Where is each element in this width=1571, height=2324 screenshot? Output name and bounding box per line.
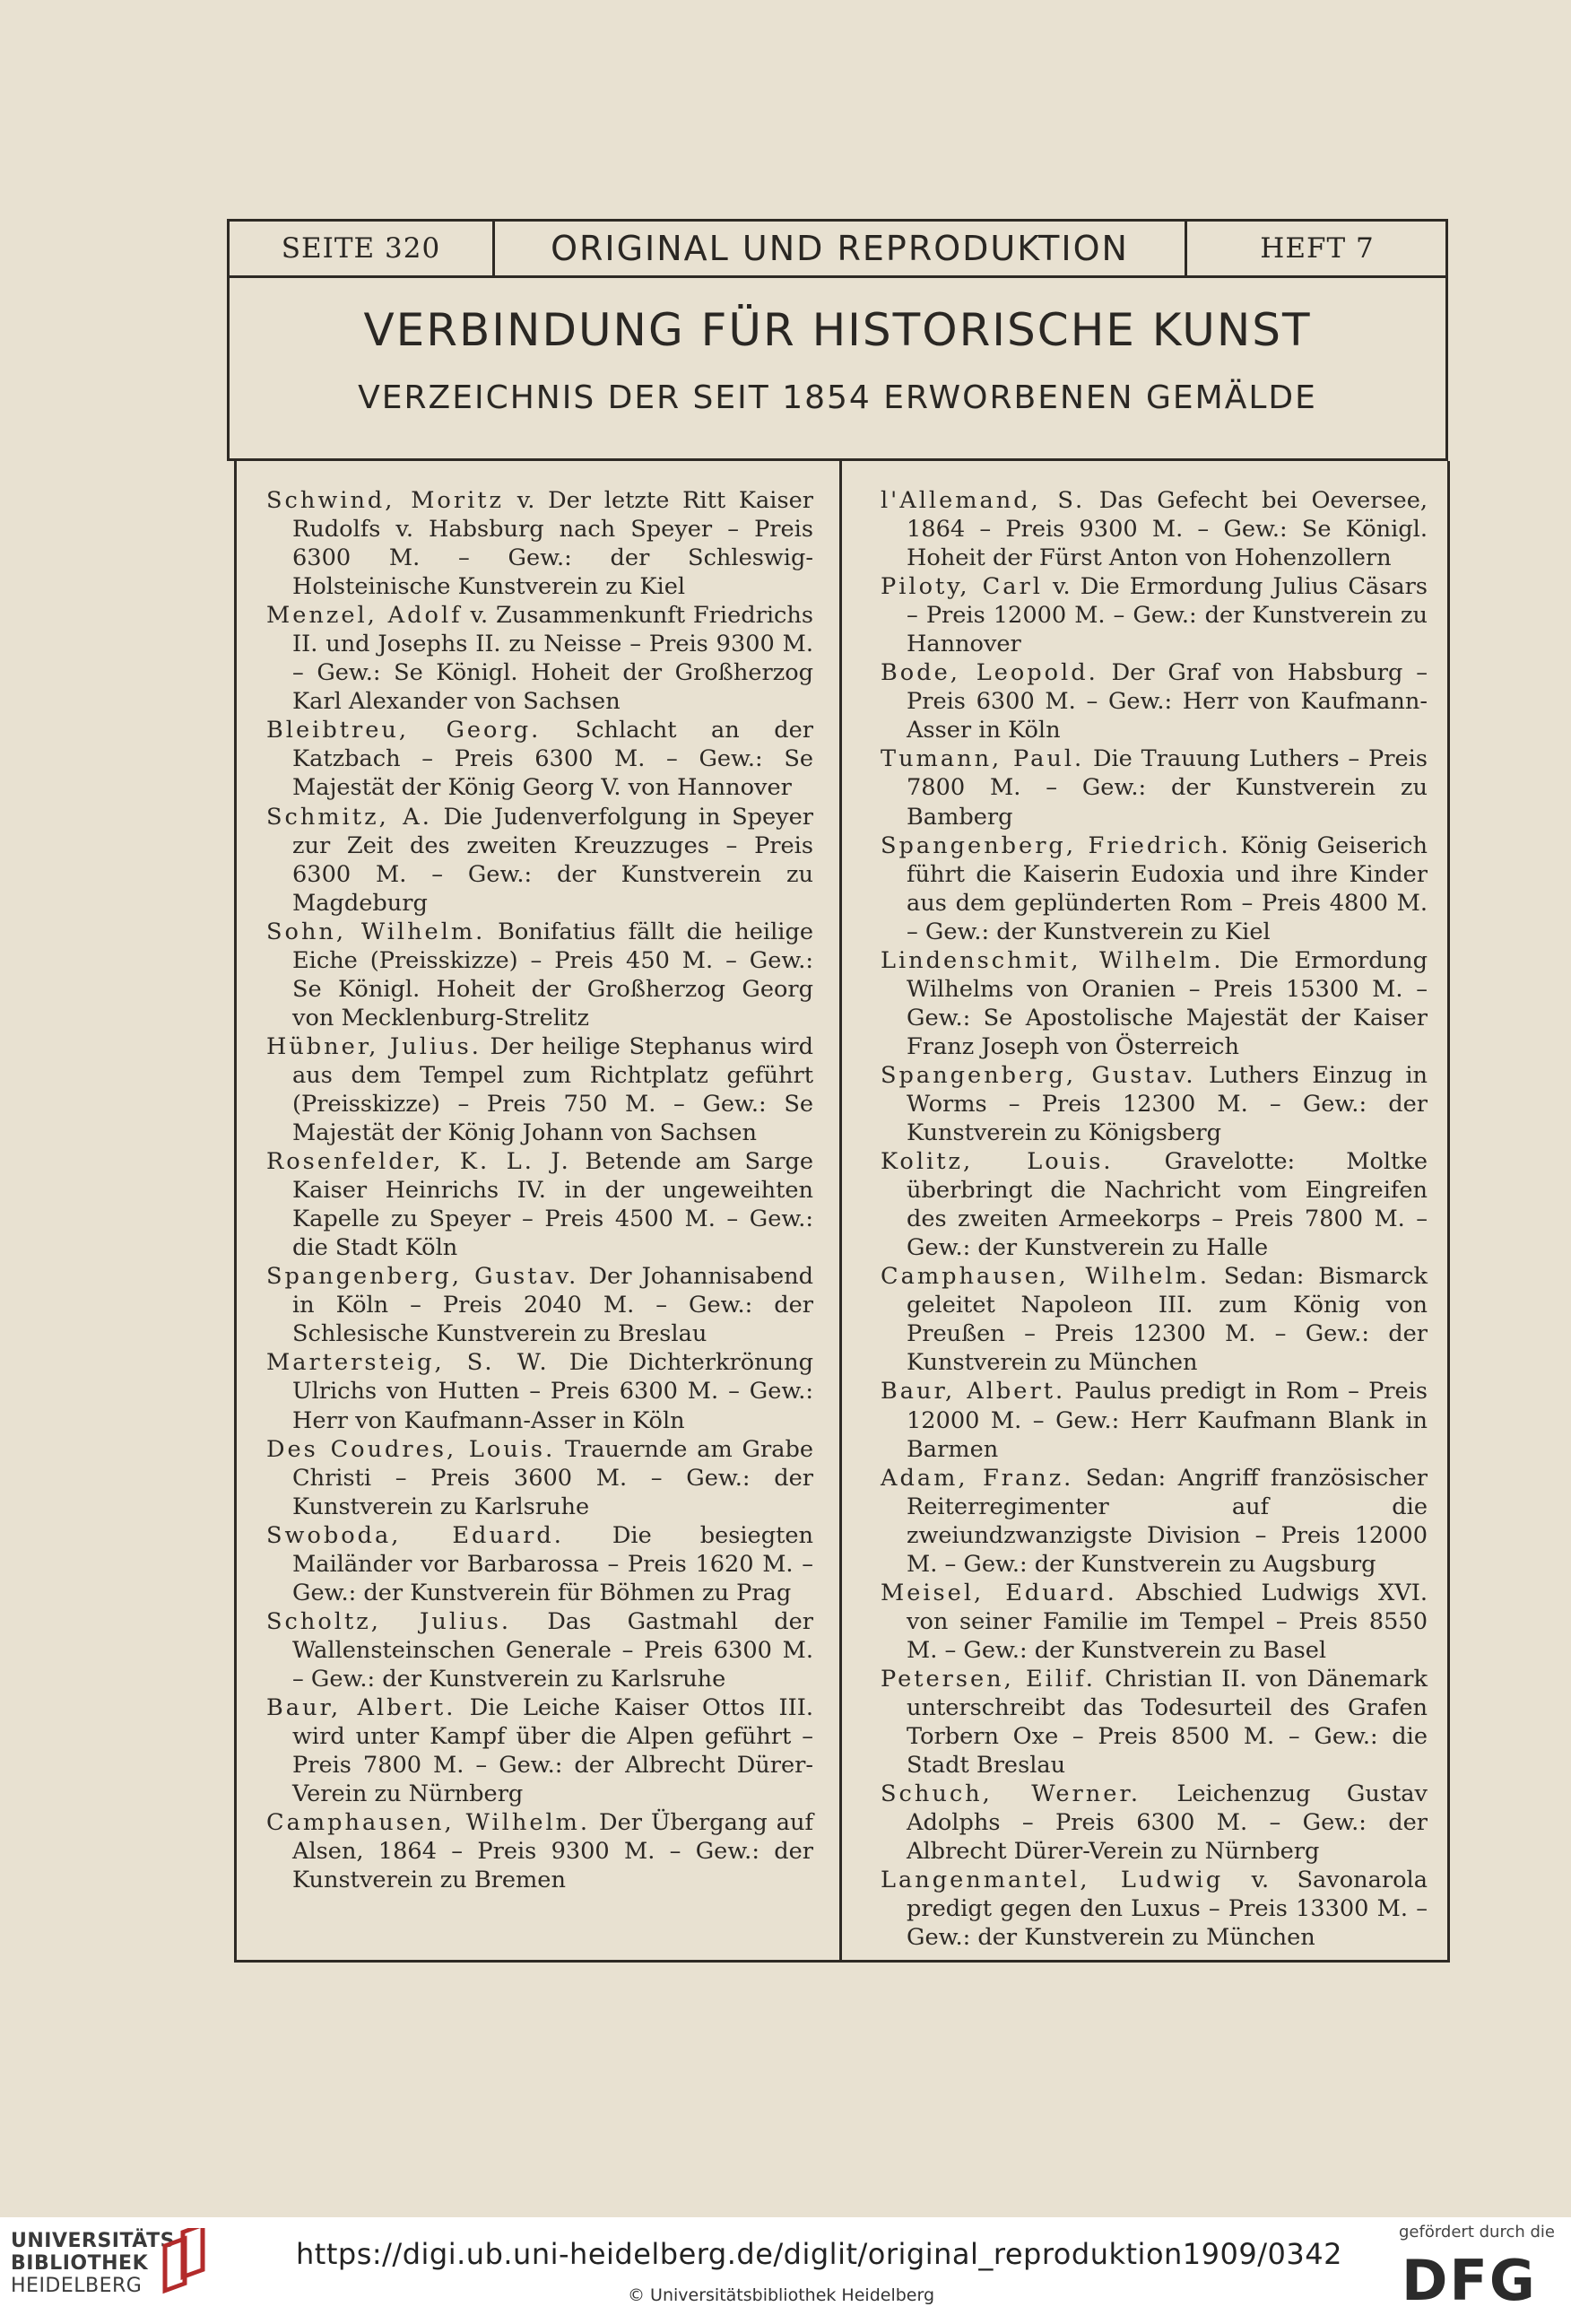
artwork-description: Paulus predigt in Rom – Preis 12000 M. – Gew.: Herr Kaufmann Blank in Barmen (907, 1378, 1428, 1463)
page-subtitle: VERZEICHNIS DER SEIT 1854 ERWORBENEN GEMÄLDE (358, 379, 1317, 416)
running-header (230, 222, 1445, 278)
artwork-description: Die Trauung Luthers – Preis 7800 M. – Gew.: der Kunstverein zu Bamberg (907, 745, 1428, 831)
catalog-entry (266, 1147, 813, 1262)
library-name-line3: HEIDELBERG (11, 2275, 143, 2297)
artist-name: Schmitz, A. (266, 803, 432, 831)
artwork-description: Sedan: Bismarck geleitet Napoleon III. zum König von Preußen – Preis 12300 M. – Gew.: der Kunstverein zu München (907, 1263, 1428, 1377)
artist-name: Baur, Albert. (266, 1693, 456, 1721)
catalog-entry (266, 601, 813, 716)
artwork-description: v. Der letzte Ritt Kaiser Rudolfs v. Habsburg nach Speyer – Preis 6300 M. – Gew.: der Schleswig-Holsteinische Kunstverein zu Kiel (292, 487, 813, 601)
artist-name: Baur, Albert. (881, 1378, 1066, 1406)
artist-name: Spangenberg, Gustav. (881, 1061, 1196, 1089)
artist-name: Kolitz, Louis. (881, 1148, 1114, 1176)
artist-name: Spangenberg, Friedrich. (881, 831, 1231, 859)
artist-name: Scholtz, Julius. (266, 1607, 512, 1635)
library-logo-text (11, 2230, 184, 2297)
permalink-url[interactable]: https://digi.ub.uni-heidelberg.de/diglit/original_reproduktion1909/0342 (296, 2237, 1342, 2271)
header-box (227, 219, 1448, 461)
library-name-line1: UNIVERSITÄTS- (11, 2230, 184, 2252)
artist-name: Menzel, Adolf (266, 602, 463, 630)
artist-name: Meisel, Eduard. (881, 1579, 1117, 1606)
artwork-description: v. Savonarola predigt gegen den Luxus – Preis 13300 M. – Gew.: der Kunstverein zu München (907, 1867, 1428, 1952)
artwork-description: Betende am Sarge Kaiser Heinrichs IV. in der ungeweihten Kapelle zu Speyer – Preis 4500 M. – Gew.: die Stadt Köln (292, 1148, 813, 1262)
artwork-description: Das Gastmahl der Wallensteinschen Generale – Preis 6300 M. – Gew.: der Kunstverein zu Karlsruhe (292, 1607, 814, 1693)
artist-name: Langenmantel, Ludwig (881, 1867, 1224, 1894)
artist-name: Hübner, Julius. (266, 1032, 482, 1060)
issue-number: HEFT 7 (1260, 232, 1375, 265)
catalog-entry (881, 1061, 1428, 1147)
artwork-description: Die Leiche Kaiser Ottos III. wird unter Kampf über die Alpen geführt – Preis 7800 M. – Gew.: der Albrecht Dürer-Verein zu Nürnberg (292, 1693, 813, 1808)
artist-name: Spangenberg, Gustav. (266, 1263, 579, 1291)
artist-name: Schuch, Werner. (881, 1780, 1141, 1808)
catalog-entry (881, 1147, 1428, 1262)
catalog-entry (266, 803, 813, 918)
left-column (266, 486, 813, 1894)
artwork-description: Die Judenverfolgung in Speyer zur Zeit des zweiten Kreuzzuges – Preis 6300 M. – Gew.: der Kunstverein zu Magdeburg (292, 803, 813, 917)
catalog-entry (881, 658, 1428, 744)
artwork-description: v. Zusammenkunft Friedrichs II. und Josephs II. zu Neisse – Preis 9300 M. – Gew.: Se Königl. Hoheit der Großherzog Karl Alexander von Sachsen (292, 602, 814, 716)
artwork-description: Sedan: Angriff französischer Reiterregimenter auf die zweiundzwanzigste Division – Preis 12000 M. – Gew.: der Kunstverein zu Augsburg (907, 1464, 1428, 1578)
library-logo-icon (160, 2228, 215, 2300)
catalog-entry (266, 1262, 813, 1348)
copyright-notice: © Universitätsbibliothek Heidelberg (628, 2285, 935, 2305)
artwork-description: Luthers Einzug in Worms – Preis 12300 M. – Gew.: der Kunstverein zu Königsberg (907, 1061, 1428, 1147)
catalog-entry (266, 1032, 813, 1147)
right-column (881, 486, 1428, 1952)
artwork-description: Leichenzug Gustav Adolphs – Preis 6300 M. – Gew.: der Albrecht Dürer-Verein zu Nürnberg (907, 1780, 1428, 1866)
artwork-description: Der Johannisabend in Köln – Preis 2040 M. – Gew.: der Schlesische Kunstverein zu Breslau (292, 1263, 813, 1348)
artist-name: Adam, Franz. (881, 1464, 1074, 1492)
catalog-entry (881, 572, 1428, 658)
catalog-entry (881, 1866, 1428, 1952)
artist-name: Sohn, Wilhelm. (266, 918, 486, 945)
artwork-description: Gravelotte: Moltke überbringt die Nachricht vom Eingreifen des zweiten Armeekorps – Preis 7800 M. – Gew.: der Kunstverein zu Halle (907, 1148, 1428, 1262)
catalog-entry (881, 1377, 1428, 1463)
catalog-entry (266, 1348, 813, 1434)
artist-name: Schwind, Moritz (266, 487, 505, 514)
artwork-description: Bonifatius fällt die heilige Eiche (Preisskizze) – Preis 450 M. – Gew.: Se Königl. Hoheit der Großherzog Georg von Mecklenburg-Strelitz (292, 918, 813, 1031)
catalog-entry (266, 1693, 813, 1808)
column-divider (839, 461, 842, 1960)
artwork-description: Der Übergang auf Alsen, 1864 – Preis 9300 M. – Gew.: der Kunstverein zu Bremen (292, 1809, 813, 1894)
catalog-entry (881, 946, 1428, 1061)
catalog-entry (881, 744, 1428, 831)
dfg-logo: DFG (1402, 2248, 1537, 2313)
artwork-description: Der Graf von Habsburg – Preis 6300 M. – Gew.: Herr von Kaufmann-Asser in Köln (907, 659, 1428, 744)
artist-name: Petersen, Eilif. (881, 1665, 1096, 1693)
artwork-description: Die Dichterkrönung Ulrichs von Hutten – Preis 6300 M. – Gew.: Herr von Kaufmann-Asser in Köln (292, 1349, 813, 1434)
artist-name: Bleibtreu, Georg. (266, 717, 542, 744)
artist-name: Bode, Leopold. (881, 659, 1098, 687)
funding-note: gefördert durch die (1399, 2223, 1555, 2241)
artist-name: l'Allemand, S. (881, 487, 1086, 514)
library-name-line2: BIBLIOTHEK (11, 2252, 149, 2275)
catalog-entry (266, 1808, 813, 1894)
catalog-box (234, 461, 1450, 1963)
artist-name: Tumann, Paul. (881, 745, 1085, 773)
catalog-entry (266, 1607, 813, 1693)
catalog-entry (266, 486, 813, 601)
artwork-description: v. Die Ermordung Julius Cäsars – Preis 12000 M. – Gew.: der Kunstverein zu Hannover (907, 573, 1428, 658)
catalog-entry (266, 1521, 813, 1607)
page-number: SEITE 320 (230, 222, 495, 275)
catalog-entry (881, 486, 1428, 572)
artwork-description: Trauernde am Grabe Christi – Preis 3600 M. – Gew.: der Kunstverein zu Karlsruhe (292, 1435, 813, 1520)
artist-name: Martersteig, S. W. (266, 1349, 550, 1377)
catalog-entry (266, 918, 813, 1032)
artwork-description: Der heilige Stephanus wird aus dem Tempel zum Richtplatz geführt (Preisskizze) – Preis 750 M. – Gew.: Se Majestät der König Johann von Sachsen (292, 1032, 813, 1147)
catalog-entry (266, 1435, 813, 1521)
footer-bar (0, 2217, 1571, 2324)
artist-name: Rosenfelder, K. L. J. (266, 1148, 571, 1176)
artist-name: Lindenschmit, Wilhelm. (881, 946, 1224, 974)
catalog-entry (881, 1579, 1428, 1665)
artist-name: Piloty, Carl (881, 573, 1043, 601)
catalog-entry (881, 1262, 1428, 1377)
catalog-entry (881, 1780, 1428, 1866)
artist-name: Camphausen, Wilhelm. (881, 1263, 1210, 1291)
artwork-description: Die Ermordung Wilhelms von Oranien – Preis 15300 M. – Gew.: Se Apostolische Majestät der Kaiser Franz Joseph von Österreich (907, 946, 1428, 1060)
artwork-description: Abschied Ludwigs XVI. von seiner Familie im Tempel – Preis 8550 M. – Gew.: der Kunstverein zu Basel (907, 1579, 1428, 1664)
catalog-entry (881, 1665, 1428, 1780)
artist-name: Des Coudres, Louis. (266, 1435, 556, 1463)
artwork-description: Die besiegten Mailänder vor Barbarossa – Preis 1620 M. – Gew.: der Kunstverein für Böhmen zu Prag (292, 1521, 813, 1606)
artist-name: Swoboda, Eduard. (266, 1521, 564, 1549)
journal-title: ORIGINAL UND REPRODUKTION (495, 222, 1187, 275)
artist-name: Camphausen, Wilhelm. (266, 1809, 591, 1837)
catalog-entry (881, 831, 1428, 946)
catalog-entry (266, 716, 813, 802)
artwork-description: König Geiserich führt die Kaiserin Eudoxia und ihre Kinder aus dem geplünderten Rom – Preis 4800 M. – Gew.: der Kunstverein zu Kiel (907, 831, 1428, 945)
page-title: VERBINDUNG FÜR HISTORISCHE KUNST (363, 304, 1312, 356)
artwork-description: Schlacht an der Katzbach – Preis 6300 M. – Gew.: Se Majestät der König Georg V. von Hannover (292, 717, 814, 802)
artwork-description: Christian II. von Dänemark unterschreibt das Todesurteil des Grafen Torbern Oxe – Preis 8500 M. – Gew.: die Stadt Breslau (907, 1665, 1428, 1780)
catalog-entry (881, 1464, 1428, 1579)
artwork-description: Das Gefecht bei Oeversee, 1864 – Preis 9300 M. – Gew.: Se Königl. Hoheit der Fürst Anton von Hohenzollern (907, 487, 1428, 572)
